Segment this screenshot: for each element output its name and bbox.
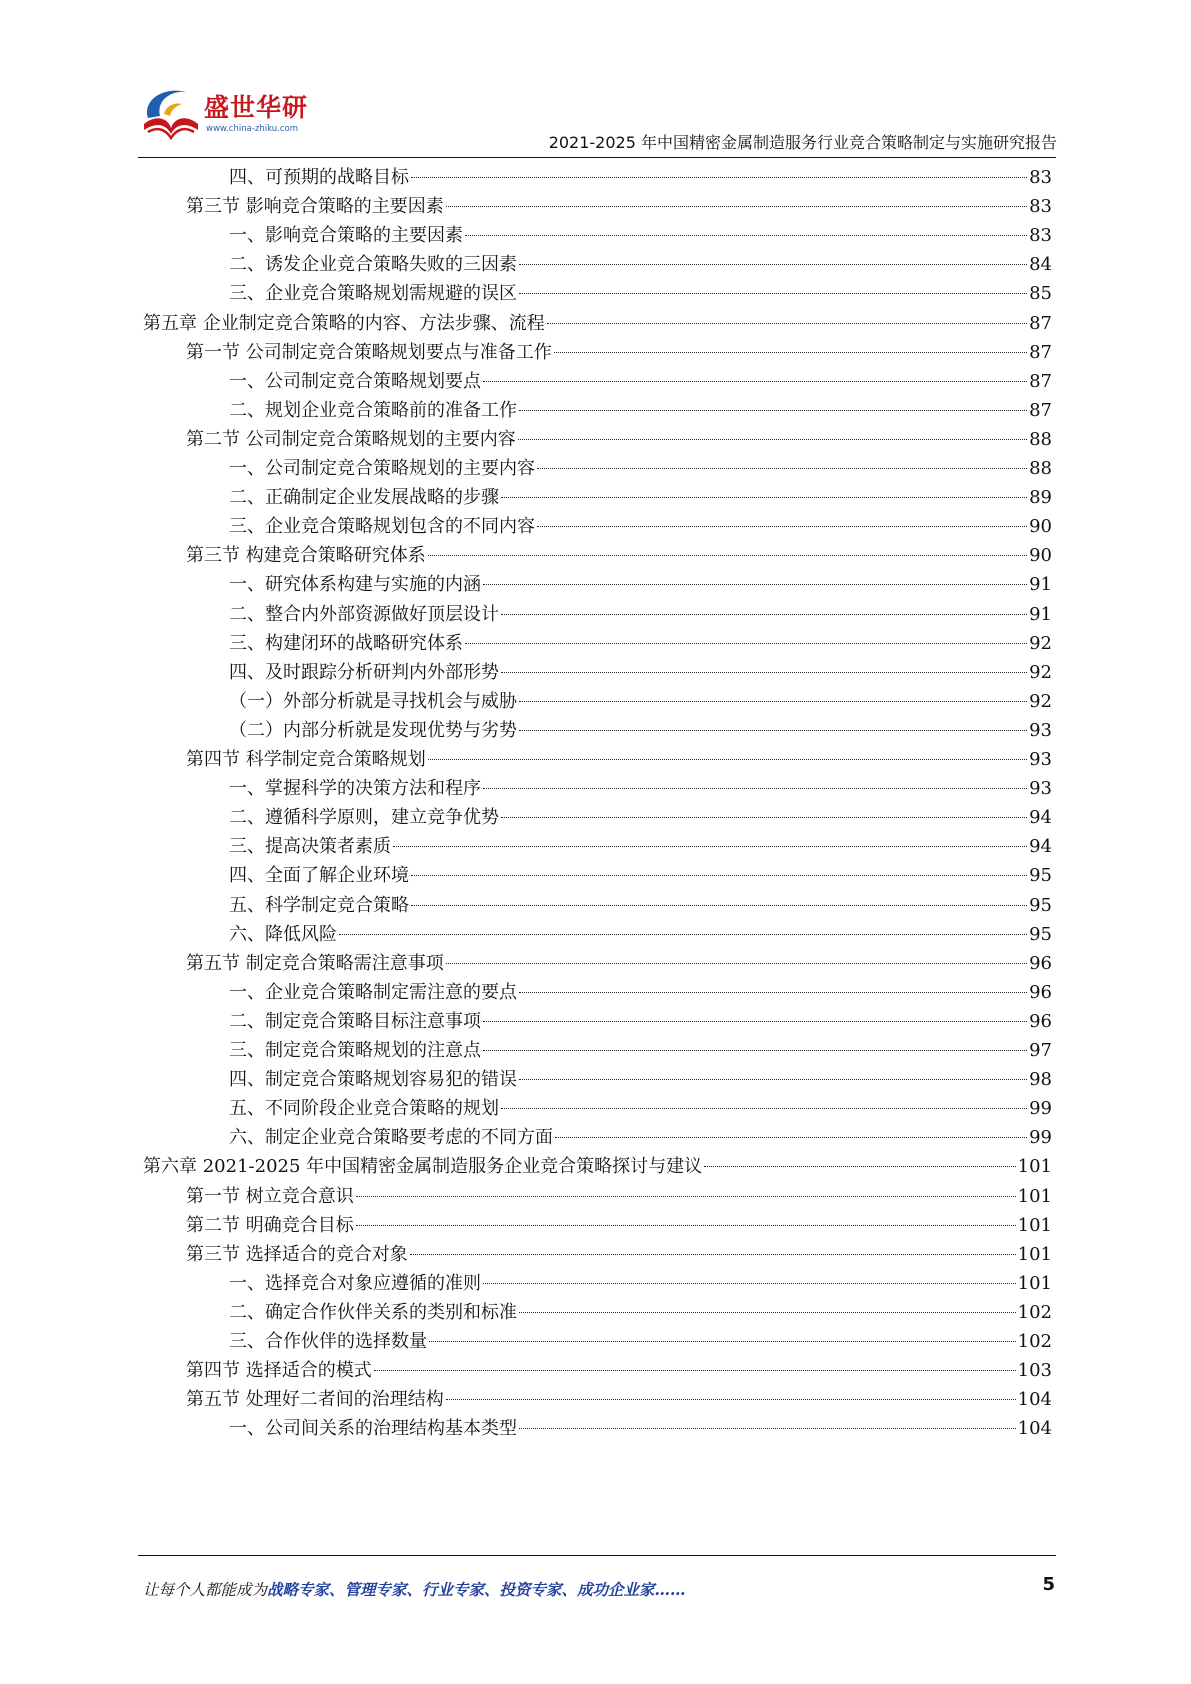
toc-entry-page: 97 [1029, 1040, 1052, 1061]
toc-leader-dots [411, 177, 1027, 178]
toc-entry-page: 103 [1017, 1360, 1052, 1382]
toc-entry[interactable] [229, 600, 1052, 630]
toc-entry-title: 五、不同阶段企业竞合策略的规划 [229, 1098, 499, 1120]
toc-entry-page: 91 [1029, 574, 1052, 596]
toc-entry-title: 三、提高决策者素质 [229, 836, 391, 858]
toc-entry-title: 六、降低风险 [229, 923, 337, 945]
slogan-highlight: 战略专家、管理专家、行业专家、投资专家、成功企业家…… [267, 1580, 686, 1599]
toc-leader-dots [519, 1428, 1016, 1429]
toc-entry-page: 93 [1029, 749, 1052, 770]
toc-entry-page: 94 [1029, 807, 1052, 829]
toc-entry-title: 六、制定企业竞合策略要考虑的不同方面 [229, 1127, 553, 1149]
toc-entry-page: 87 [1029, 399, 1052, 421]
toc-entry-title: 第四节 选择适合的模式 [186, 1360, 372, 1382]
toc-entry-page: 91 [1029, 603, 1052, 625]
toc-entry[interactable] [186, 338, 1052, 368]
toc-entry-title: （一）外部分析就是寻找机会与威胁 [229, 690, 517, 712]
toc-entry-title: 二、制定竞合策略目标注意事项 [229, 1010, 481, 1032]
toc-entry-page: 96 [1029, 981, 1052, 1003]
slogan-prefix: 让每个人都能成为 [143, 1581, 268, 1599]
toc-entry-page: 101 [1017, 1243, 1052, 1265]
toc-entry-page: 101 [1017, 1272, 1052, 1294]
toc-entry[interactable] [186, 1211, 1052, 1241]
toc-entry[interactable] [229, 1036, 1052, 1066]
toc-entry-page: 102 [1017, 1301, 1052, 1323]
toc-entry-title: 第一节 公司制定竞合策略规划要点与准备工作 [186, 341, 552, 363]
toc-entry[interactable] [229, 1007, 1052, 1037]
toc-entry-title: （二）内部分析就是发现优势与劣势 [229, 719, 517, 741]
toc-leader-dots [519, 1079, 1027, 1080]
toc-entry-title: 一、公司制定竞合策略规划要点 [229, 370, 481, 392]
toc-leader-dots [483, 381, 1027, 382]
toc-leader-dots [446, 206, 1027, 207]
toc-entry[interactable] [229, 803, 1052, 833]
toc-entry-title: 第五节 制定竞合策略需注意事项 [186, 952, 444, 974]
header-divider [138, 157, 1056, 158]
toc-entry-title: 四、及时跟踪分析研判内外部形势 [229, 661, 499, 683]
toc-leader-dots [519, 293, 1027, 294]
toc-leader-dots [537, 468, 1027, 469]
toc-leader-dots [519, 701, 1027, 702]
toc-entry-title: 第三节 选择适合的竞合对象 [186, 1243, 408, 1265]
toc-leader-dots [356, 1225, 1016, 1226]
toc-leader-dots [501, 817, 1027, 818]
toc-entry-title: 三、构建闭环的战略研究体系 [229, 632, 463, 654]
toc-entry-title: 二、规划企业竞合策略前的准备工作 [229, 399, 517, 421]
toc-entry-page: 101 [1017, 1185, 1052, 1207]
toc-entry-title: 一、公司间关系的治理结构基本类型 [229, 1418, 517, 1440]
toc-entry-title: 一、研究体系构建与实施的内涵 [229, 574, 481, 596]
toc-entry[interactable] [229, 454, 1052, 484]
toc-leader-dots [519, 410, 1027, 411]
toc-entry-page: 88 [1029, 428, 1052, 450]
toc-entry-title: 二、遵循科学原则，建立竞争优势 [229, 807, 499, 829]
toc-entry-page: 95 [1029, 894, 1052, 916]
toc-entry[interactable] [143, 1152, 1052, 1182]
toc-entry[interactable] [229, 1065, 1052, 1095]
toc-leader-dots [519, 992, 1027, 993]
toc-entry-page: 89 [1029, 487, 1052, 509]
toc-entry-page: 104 [1017, 1418, 1052, 1440]
toc-entry[interactable] [186, 1356, 1052, 1386]
toc-leader-dots [537, 526, 1027, 527]
toc-leader-dots [411, 905, 1027, 906]
toc-leader-dots [483, 1283, 1016, 1284]
toc-entry[interactable] [229, 891, 1052, 921]
toc-entry-title: 第五节 处理好二者间的治理结构 [186, 1389, 444, 1411]
toc-entry-title: 第一节 树立竞合意识 [186, 1185, 354, 1207]
toc-entry-title: 四、制定竞合策略规划容易犯的错误 [229, 1069, 517, 1091]
toc-entry[interactable] [229, 629, 1052, 659]
toc-entry-page: 92 [1029, 632, 1052, 654]
toc-entry-title: 三、企业竞合策略规划包含的不同内容 [229, 516, 535, 538]
toc-leader-dots [483, 1050, 1027, 1051]
toc-entry-page: 85 [1029, 283, 1052, 305]
toc-entry[interactable] [229, 483, 1052, 513]
toc-entry[interactable] [229, 1123, 1052, 1153]
toc-entry-page: 90 [1029, 545, 1052, 567]
toc-leader-dots [428, 555, 1027, 556]
toc-entry[interactable] [229, 978, 1052, 1008]
toc-entry-title: 一、选择竞合对象应遵循的准则 [229, 1272, 481, 1294]
toc-entry[interactable] [186, 192, 1052, 222]
toc-entry-title: 一、公司制定竞合策略规划的主要内容 [229, 458, 535, 479]
toc-leader-dots [339, 934, 1027, 935]
toc-entry-title: 二、确定合作伙伴关系的类别和标准 [229, 1301, 517, 1323]
toc-leader-dots [704, 1166, 1016, 1167]
toc-leader-dots [411, 875, 1027, 876]
toc-leader-dots [446, 1399, 1016, 1400]
toc-entry[interactable] [186, 1240, 1052, 1270]
toc-leader-dots [465, 643, 1027, 644]
toc-leader-dots [356, 1196, 1016, 1197]
toc-entry-page: 90 [1029, 516, 1052, 538]
toc-entry[interactable] [186, 541, 1052, 571]
toc-entry-page: 99 [1029, 1098, 1052, 1120]
toc-leader-dots [519, 264, 1027, 265]
toc-entry-page: 93 [1029, 719, 1052, 741]
company-logo [138, 84, 308, 148]
footer-slogan [143, 1578, 686, 1600]
toc-entry-page: 93 [1029, 778, 1052, 800]
report-title: 2021-2025 年中国精密金属制造服务行业竞合策略制定与实施研究报告 [548, 133, 1057, 152]
toc-entry[interactable] [229, 221, 1052, 251]
toc-leader-dots [483, 584, 1027, 585]
toc-entry[interactable] [229, 658, 1052, 688]
toc-leader-dots [483, 788, 1027, 789]
toc-entry[interactable] [186, 745, 1052, 775]
toc-entry-title: 二、整合内外部资源做好顶层设计 [229, 603, 499, 625]
toc-entry[interactable] [186, 949, 1052, 979]
toc-entry-page: 83 [1029, 167, 1052, 188]
toc-leader-dots [410, 1254, 1016, 1255]
toc-entry-page: 95 [1029, 923, 1052, 945]
footer-divider [138, 1555, 1056, 1556]
toc-entry-page: 96 [1029, 1010, 1052, 1032]
toc-leader-dots [393, 846, 1027, 847]
toc-entry[interactable] [186, 1182, 1052, 1212]
toc-entry[interactable] [186, 1385, 1052, 1415]
toc-entry-page: 92 [1029, 690, 1052, 712]
toc-entry-title: 一、掌握科学的决策方法和程序 [229, 778, 481, 800]
toc-leader-dots [483, 1021, 1027, 1022]
toc-entry[interactable] [186, 425, 1052, 455]
toc-leader-dots [501, 614, 1027, 615]
toc-entry[interactable] [229, 774, 1052, 804]
toc-leader-dots [518, 439, 1027, 440]
toc-entry-title: 第三节 影响竞合策略的主要因素 [186, 196, 444, 218]
toc-entry-page: 102 [1017, 1331, 1052, 1352]
toc-entry-title: 二、正确制定企业发展战略的步骤 [229, 487, 499, 509]
toc-entry[interactable] [229, 687, 1052, 717]
toc-entry-page: 94 [1029, 836, 1052, 858]
toc-entry[interactable] [229, 1414, 1052, 1444]
toc-leader-dots [446, 963, 1027, 964]
toc-entry-title: 三、合作伙伴的选择数量 [229, 1331, 427, 1352]
toc-entry-title: 一、企业竞合策略制定需注意的要点 [229, 981, 517, 1003]
toc-entry[interactable] [229, 1298, 1052, 1328]
toc-entry-page: 104 [1017, 1389, 1052, 1411]
toc-leader-dots [501, 497, 1027, 498]
toc-entry-title: 第二节 明确竞合目标 [186, 1214, 354, 1236]
toc-leader-dots [555, 1137, 1027, 1138]
toc-entry[interactable] [229, 367, 1052, 397]
toc-leader-dots [501, 1108, 1027, 1109]
toc-entry[interactable] [229, 861, 1052, 891]
book-swirl-icon [138, 84, 204, 146]
toc-leader-dots [519, 730, 1027, 731]
toc-entry-title: 二、诱发企业竞合策略失败的三因素 [229, 254, 517, 276]
toc-entry[interactable] [229, 396, 1052, 426]
toc-entry-page: 92 [1029, 661, 1052, 683]
toc-entry-page: 84 [1029, 254, 1052, 276]
toc-entry-title: 三、制定竞合策略规划的注意点 [229, 1040, 481, 1061]
brand-url[interactable]: www.china-zhiku.com [206, 124, 298, 134]
toc-entry[interactable] [229, 1269, 1052, 1299]
page-number: 5 [1042, 1574, 1055, 1595]
toc-leader-dots [374, 1370, 1016, 1371]
toc-entry-page: 87 [1029, 341, 1052, 363]
toc-entry-title: 第六章 2021-2025 年中国精密金属制造服务企业竞合策略探讨与建议 [143, 1156, 703, 1178]
toc-entry[interactable] [229, 512, 1052, 542]
toc-entry-page: 83 [1029, 196, 1052, 218]
toc-entry-title: 五、科学制定竞合策略 [229, 894, 409, 916]
toc-entry-title: 四、全面了解企业环境 [229, 865, 409, 887]
toc-leader-dots [429, 1341, 1016, 1342]
toc-leader-dots [554, 352, 1027, 353]
toc-leader-dots [428, 759, 1027, 760]
brand-name: 盛世华研 [204, 93, 309, 122]
toc-entry-page: 87 [1029, 312, 1052, 334]
toc-leader-dots [465, 235, 1027, 236]
toc-entry[interactable] [229, 1094, 1052, 1124]
toc-entry-title: 第四节 科学制定竞合策略规划 [186, 749, 426, 770]
toc-entry[interactable] [229, 163, 1052, 193]
toc-entry[interactable] [229, 279, 1052, 309]
toc-entry-page: 98 [1029, 1069, 1052, 1091]
toc-entry-page: 101 [1017, 1214, 1052, 1236]
toc-entry-title: 一、影响竞合策略的主要因素 [229, 225, 463, 247]
toc-entry[interactable] [143, 309, 1052, 339]
toc-entry-title: 第五章 企业制定竞合策略的内容、方法步骤、流程 [143, 312, 545, 334]
toc-entry[interactable] [229, 716, 1052, 746]
toc-entry-page: 87 [1029, 370, 1052, 392]
toc-entry-page: 101 [1017, 1156, 1052, 1178]
toc-entry[interactable] [229, 920, 1052, 950]
toc-entry-title: 第二节 公司制定竞合策略规划的主要内容 [186, 428, 516, 450]
toc-leader-dots [547, 323, 1027, 324]
toc-leader-dots [519, 1312, 1016, 1313]
toc-entry-page: 99 [1029, 1127, 1052, 1149]
toc-leader-dots [501, 672, 1027, 673]
toc-entry[interactable] [229, 250, 1052, 280]
toc-entry-page: 83 [1029, 225, 1052, 247]
toc-entry-page: 88 [1029, 458, 1052, 479]
toc-entry-title: 三、企业竞合策略规划需规避的误区 [229, 283, 517, 305]
toc-entry[interactable] [229, 1327, 1052, 1357]
toc-entry-page: 95 [1029, 865, 1052, 887]
toc-entry[interactable] [229, 832, 1052, 862]
toc-entry-title: 四、可预期的战略目标 [229, 167, 409, 188]
toc-entry-title: 第三节 构建竞合策略研究体系 [186, 545, 426, 567]
toc-entry-page: 96 [1029, 952, 1052, 974]
toc-entry[interactable] [229, 570, 1052, 600]
